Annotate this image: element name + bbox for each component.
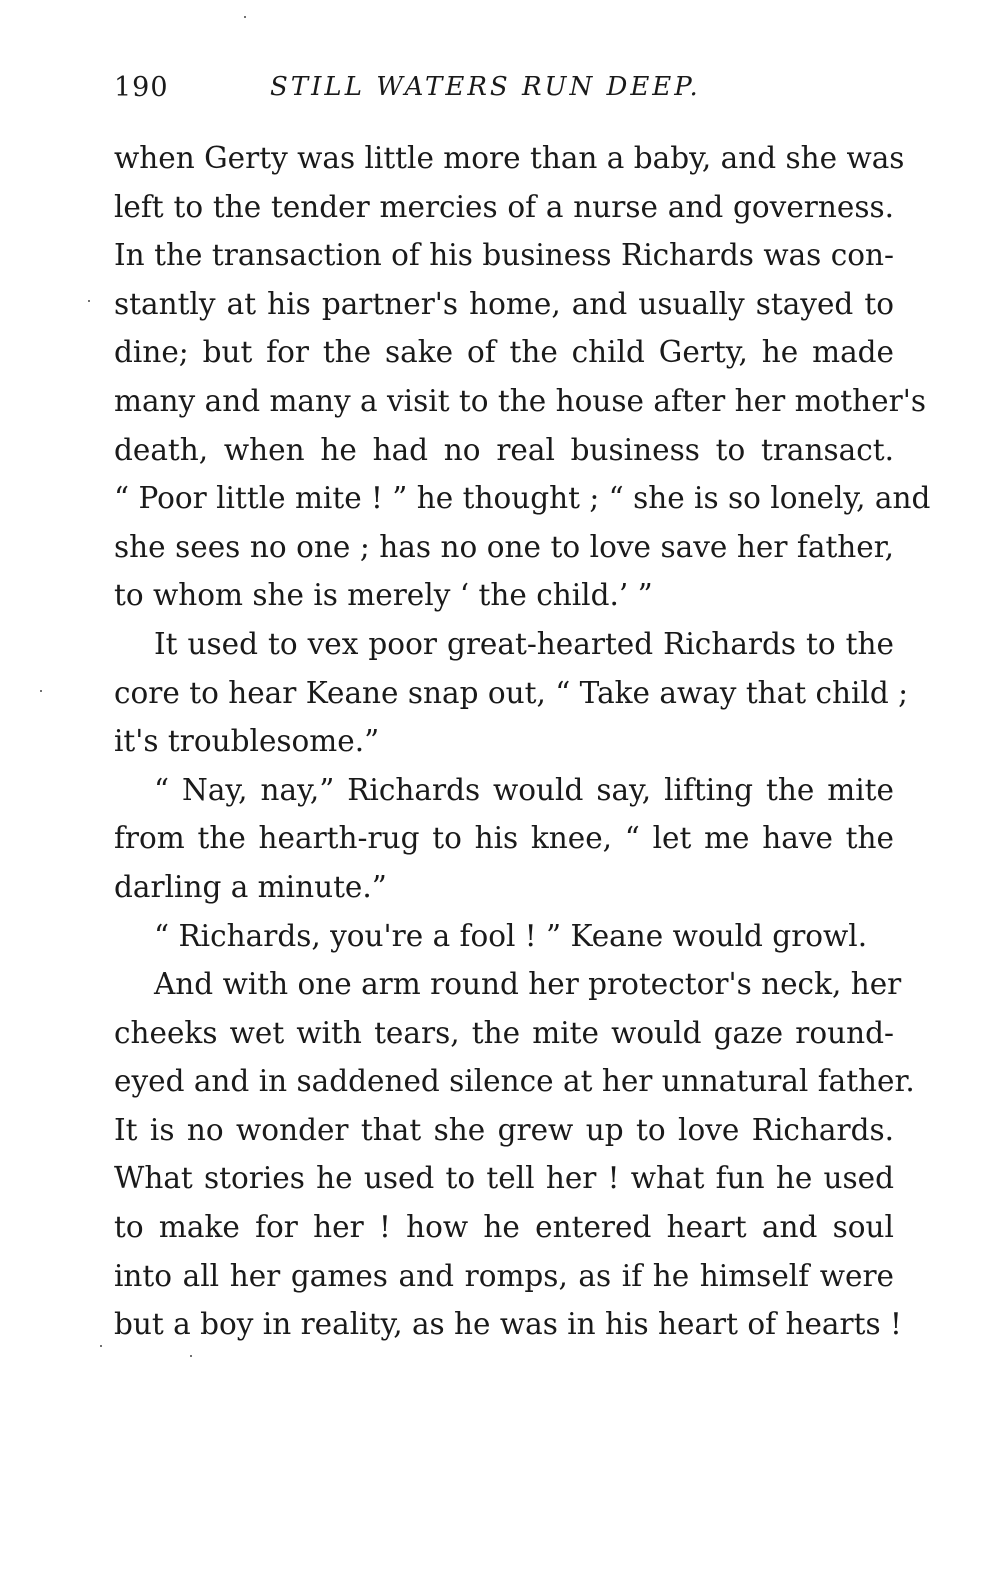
text-line: death, when he had no real business to transact. [114,432,894,467]
text-line: “ Richards, you're a fool ! ” Keane would growl. [154,918,868,953]
text-line: when Gerty was little more than a baby, and she was [114,141,905,175]
page-number: 190 [114,72,169,103]
text-line: And with one arm round her protector's neck, her [154,967,902,1002]
text-line: eyed and in saddened silence at her unnatural father. [114,1064,915,1099]
text-line: core to hear Keane snap out, “ Take away that child ; [114,675,909,710]
text-line: It is no wonder that she grew up to love Richards. [114,1112,894,1147]
text-line: What stories he used to tell her ! what fun he used [114,1161,894,1196]
running-title: STILL WATERS RUN DEEP. [270,72,701,102]
text-line: cheeks wet with tears, the mite would gaze round- [114,1015,894,1050]
text-line: into all her games and romps, as if he himself were [114,1258,894,1293]
text-line: to whom she is merely ‘ the child.’ ” [114,578,653,613]
text-line: she sees no one ; has no one to love save her father, [114,529,894,564]
text-line: but a boy in reality, as he was in his heart of hearts ! [114,1307,902,1342]
text-line: It used to vex poor great-hearted Richards to the [154,626,894,661]
body-text [114,138,931,1353]
text-line: darling a minute.” [114,869,387,904]
text-line: from the hearth-rug to his knee, “ let me have the [114,821,894,856]
text-line: “ Nay, nay,” Richards would say, lifting the mite [154,772,894,807]
paper-speck [88,300,90,302]
paper-speck [190,1355,192,1357]
text-line: left to the tender mercies of a nurse and governess. [114,189,894,224]
paper-speck [100,1345,102,1347]
text-line: stantly at his partner's home, and usually stayed to [114,286,894,321]
text-line: many and many a visit to the house after her mother's [114,383,926,418]
text-line: to make for her ! how he entered heart and soul [114,1210,894,1245]
text-line: dine; but for the sake of the child Gerty, he made [114,335,894,370]
text-line: “ Poor little mite ! ” he thought ; “ she is so lonely, and [114,481,931,516]
page-header [114,72,894,112]
paper-speck [244,16,246,18]
text-line: In the transaction of his business Richards was con- [114,238,894,273]
text-line: it's troublesome.” [114,724,380,759]
paper-speck [40,690,42,692]
